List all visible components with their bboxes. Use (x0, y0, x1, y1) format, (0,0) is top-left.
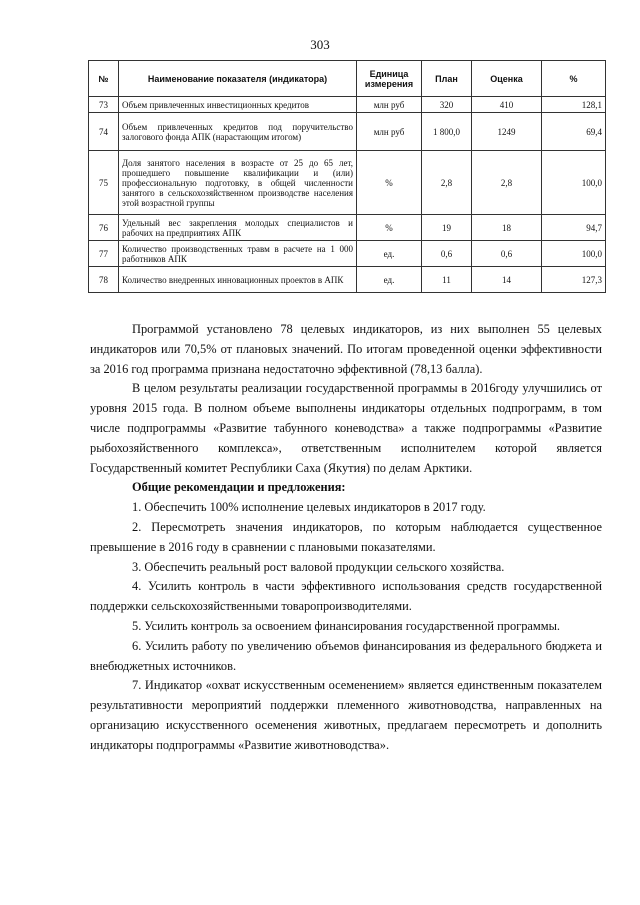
header-unit: Единица измерения (357, 61, 422, 97)
body-text (90, 320, 602, 756)
row-percent: 100,0 (542, 241, 606, 267)
table-row (89, 113, 606, 151)
row-estimate: 18 (472, 215, 542, 241)
row-name: Удельный вес закрепления молодых специалистов и рабочих на предприятиях АПК (119, 215, 357, 241)
row-num: 76 (89, 215, 119, 241)
row-percent: 128,1 (542, 97, 606, 113)
row-estimate: 14 (472, 267, 542, 293)
table-row (89, 151, 606, 215)
indicators-table (88, 60, 606, 293)
row-name: Доля занятого населения в возрасте от 25 до 65 лет, прошедшего повышение квалификации и (или) профессиональную подготовку, в общей численности занятого в сельскохозяйственном производстве населения этой возрастной группы (119, 151, 357, 215)
row-estimate: 2,8 (472, 151, 542, 215)
table-row (89, 215, 606, 241)
row-estimate: 1249 (472, 113, 542, 151)
row-unit: ед. (357, 267, 422, 293)
row-num: 77 (89, 241, 119, 267)
paragraph-results: В целом результаты реализации государственной программы в 2016году улучшились от уровня 2015 года. В полном объеме выполнены индикаторы отдельных подпрограмм, в том числе подпрограммы «Развитие табунного коневодства» а также подпрограммы «Развитие рыбохозяйственного комплекса», ответственным исполнителем которой является Государственный комитет Республики Саха (Якутия) по делам Арктики. (90, 381, 602, 475)
table-row (89, 241, 606, 267)
recommendation-item: 1. Обеспечить 100% исполнение целевых индикаторов в 2017 году. (132, 500, 486, 515)
row-plan: 0,6 (422, 241, 472, 267)
recommendation-item: 3. Обеспечить реальный рост валовой продукции сельского хозяйства. (132, 559, 505, 574)
row-percent: 94,7 (542, 215, 606, 241)
table-row (89, 97, 606, 113)
header-name: Наименование показателя (индикатора) (119, 61, 357, 97)
recommendations-heading: Общие рекомендации и предложения: (132, 480, 346, 495)
row-name: Количество производственных травм в расчете на 1 000 работников АПК (119, 241, 357, 267)
row-plan: 11 (422, 267, 472, 293)
row-estimate: 410 (472, 97, 542, 113)
table-row (89, 267, 606, 293)
recommendation-item: 6. Усилить работу по увеличению объемов финансирования из федерального бюджета и внебюджетных источников. (90, 638, 602, 673)
row-plan: 19 (422, 215, 472, 241)
row-plan: 320 (422, 97, 472, 113)
row-num: 78 (89, 267, 119, 293)
row-unit: млн руб (357, 113, 422, 151)
page-number: 303 (310, 37, 330, 52)
row-unit: % (357, 151, 422, 215)
row-percent: 69,4 (542, 113, 606, 151)
recommendation-item: 2. Пересмотреть значения индикаторов, по которым наблюдается существенное превышение в 2016 году в сравнении с плановыми показателями. (90, 519, 602, 554)
row-num: 73 (89, 97, 119, 113)
header-num: № (89, 61, 119, 97)
row-plan: 2,8 (422, 151, 472, 215)
recommendation-item: 5. Усилить контроль за освоением финансирования государственной программы. (132, 618, 561, 633)
header-percent: % (542, 61, 606, 97)
row-name: Количество внедренных инновационных проектов в АПК (119, 267, 357, 293)
row-name: Объем привлеченных кредитов под поручительство залогового фонда АПК (нарастающим итогом) (119, 113, 357, 151)
header-plan: План (422, 61, 472, 97)
recommendation-item: 7. Индикатор «охват искусственным осеменением» является единственным показателем результативности мероприятий поддержки племенного животноводства, направленных на организацию искусственного осеменения животных, предлагаем пересмотреть и дополнить индикаторы подпрограммы «Развитие животноводства». (90, 678, 602, 752)
table-header-row (89, 61, 606, 97)
row-unit: ед. (357, 241, 422, 267)
row-num: 75 (89, 151, 119, 215)
row-unit: % (357, 215, 422, 241)
header-estimate: Оценка (472, 61, 542, 97)
row-percent: 100,0 (542, 151, 606, 215)
recommendation-item: 4. Усилить контроль в части эффективного использования средств государственной поддержки сельскохозяйственными товаропроизводителями. (90, 579, 602, 614)
row-estimate: 0,6 (472, 241, 542, 267)
row-name: Объем привлеченных инвестиционных кредитов (119, 97, 357, 113)
row-num: 74 (89, 113, 119, 151)
row-plan: 1 800,0 (422, 113, 472, 151)
paragraph-summary: Программой установлено 78 целевых индикаторов, из них выполнен 55 целевых индикаторов или 70,5% от плановых значений. По итогам проведенной оценки эффективности за 2016 год программа признана недостаточно эффективной (78,13 балла). (90, 322, 602, 376)
row-unit: млн руб (357, 97, 422, 113)
row-percent: 127,3 (542, 267, 606, 293)
